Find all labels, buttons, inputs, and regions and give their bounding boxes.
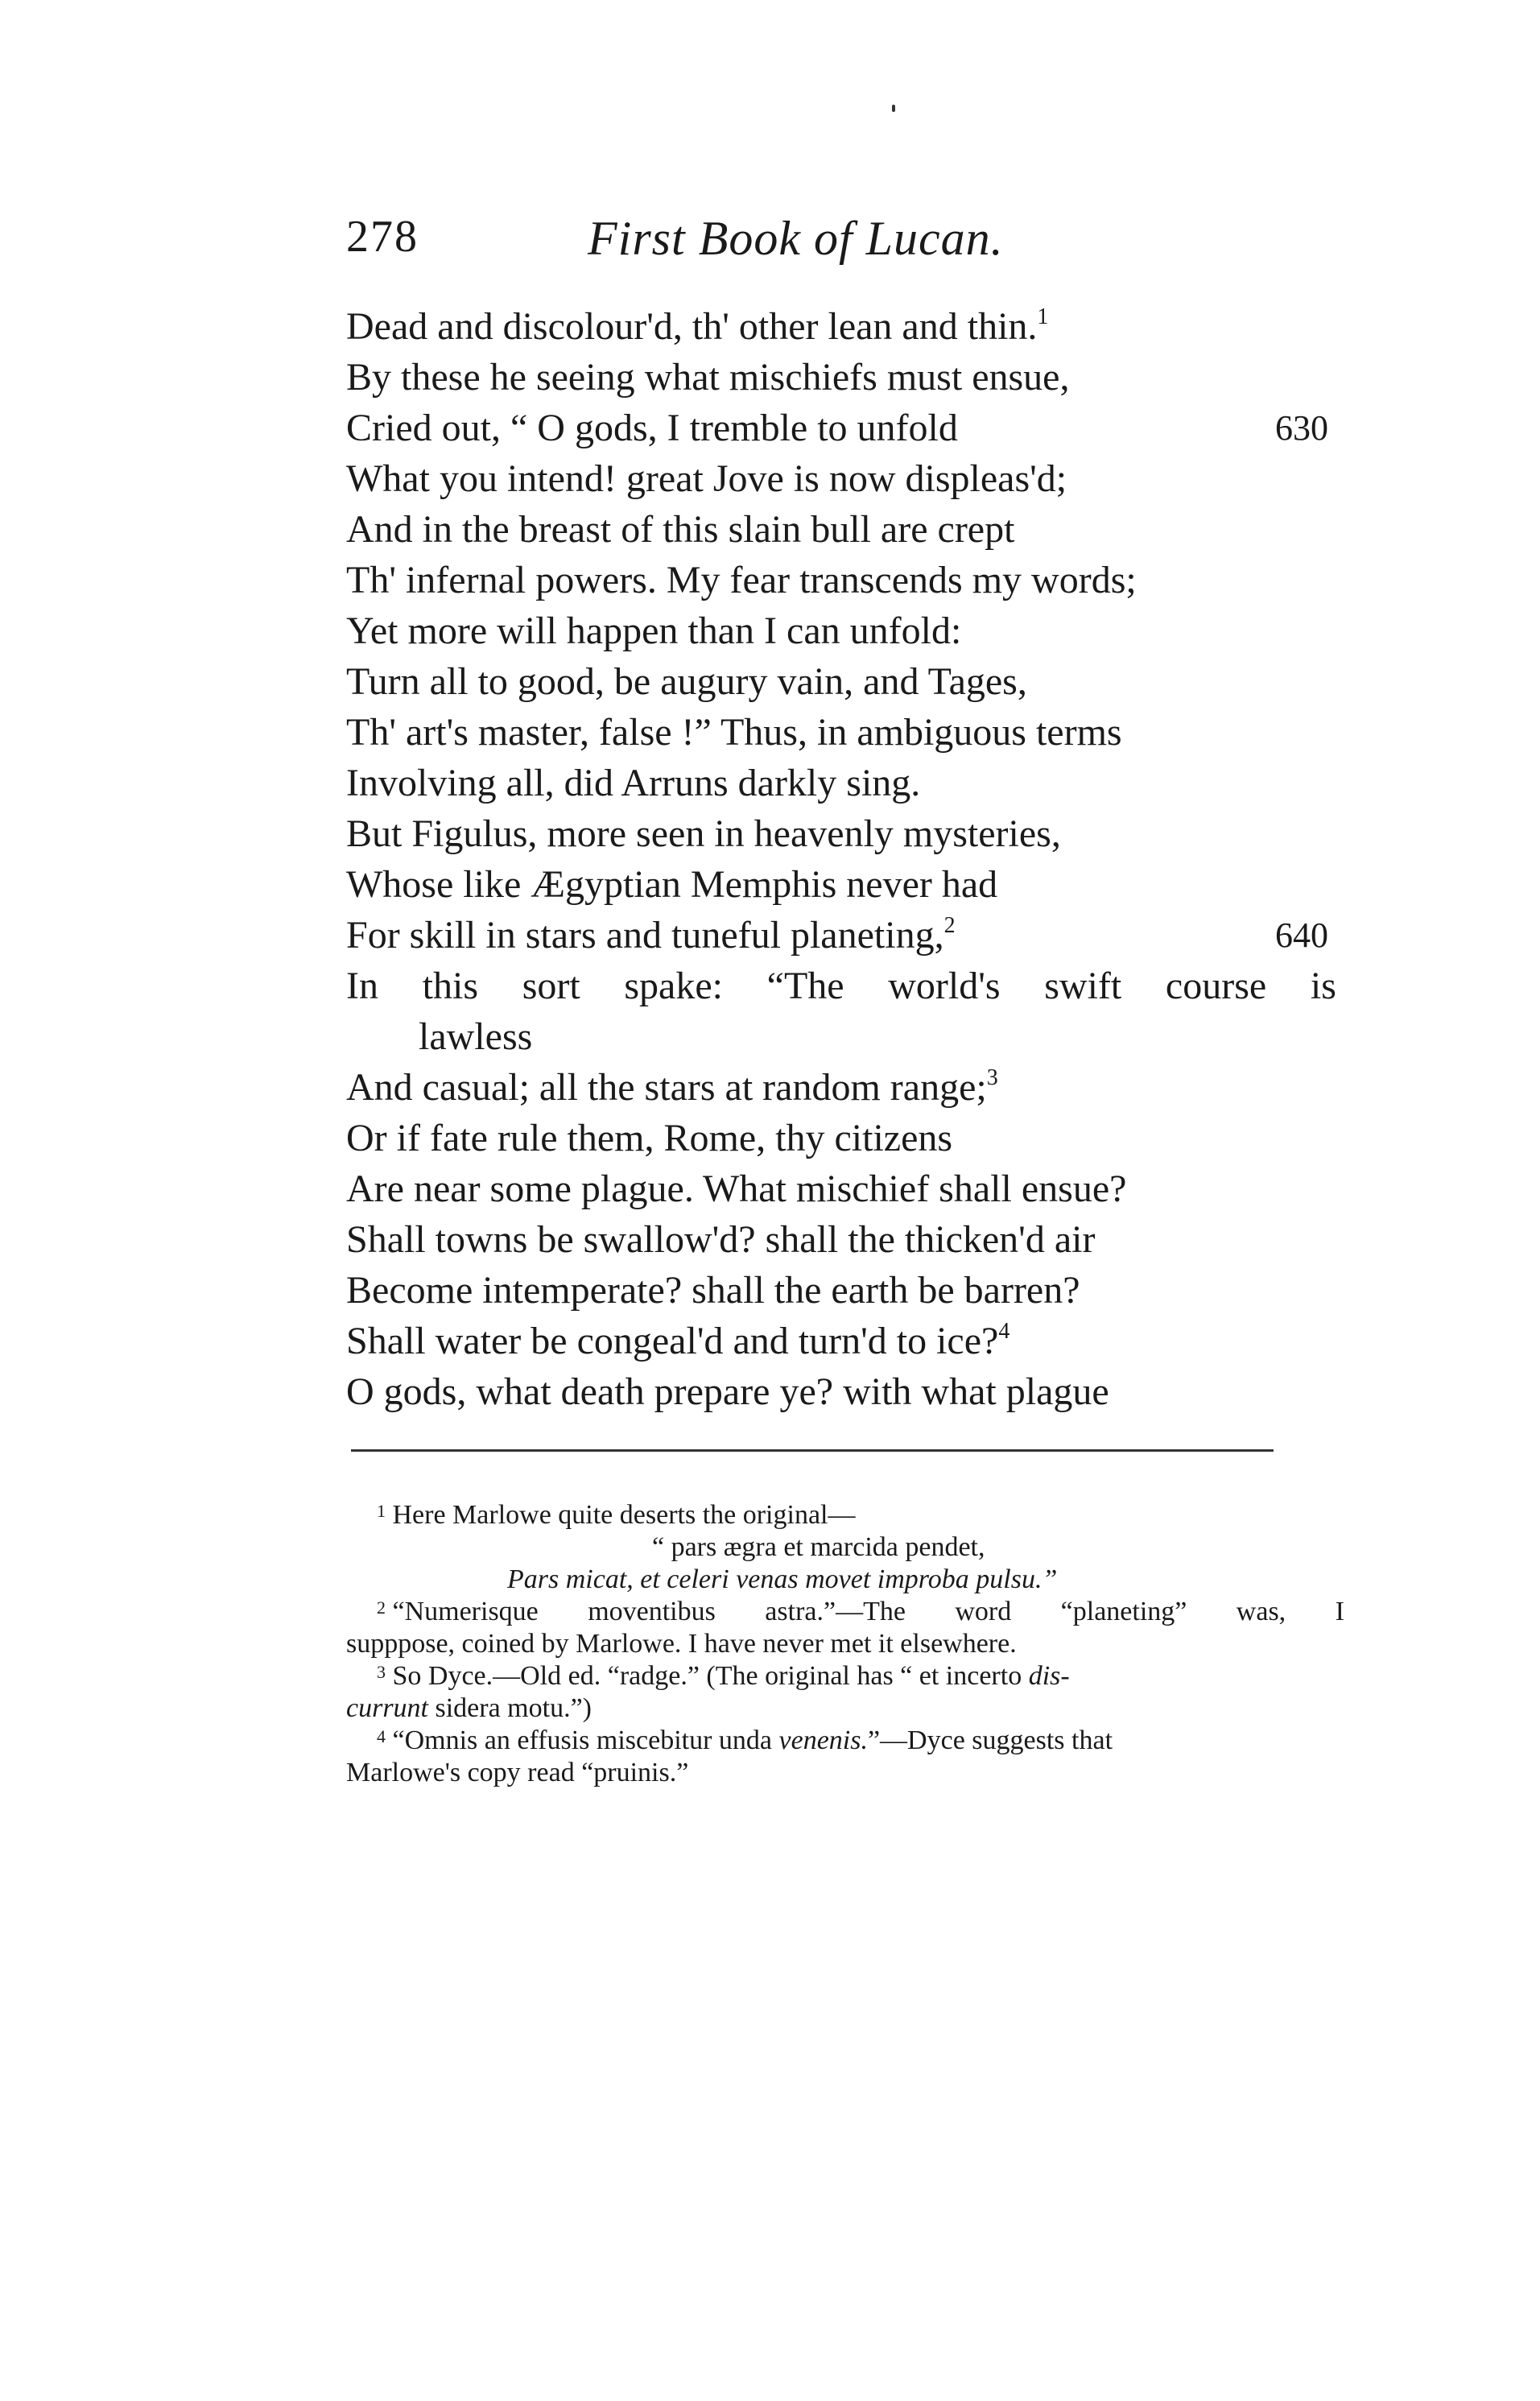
footnote-mark: 2 (377, 1597, 386, 1618)
verse-line: Dead and discolour'd, th' other lean and thin.$^1$ (346, 304, 1049, 348)
word: “The (766, 965, 844, 1007)
verse-line: And casual; all the stars at random range;$^3$ (346, 1065, 998, 1109)
verse-line-continuation: lawless (419, 1015, 533, 1058)
verse-line: Th' infernal powers. My fear transcends my words; (346, 559, 1137, 601)
footnotes (346, 1499, 1344, 1789)
verse-line: What you intend! great Jove is now displeas'd; (346, 457, 1067, 500)
word: course (1165, 965, 1267, 1007)
verse-line: Shall water be congeal'd and turn'd to ice?$^4$ (346, 1319, 1010, 1362)
word: swift (1044, 965, 1122, 1007)
footnote-3-cont: currunt sidera motu.”) (346, 1693, 592, 1723)
word: astra.”—The (765, 1597, 906, 1626)
footnote-4: $^4$ “Omnis an effusis miscebitur unda venenis.”—Dyce suggests that (377, 1725, 1113, 1755)
page-number: 278 (346, 212, 419, 262)
verse-line: For skill in stars and tuneful planeting,$^2$ 640 (346, 910, 1336, 961)
footnote-mark: 1 (377, 1501, 386, 1521)
footnote-3: $^3$ So Dyce.—Old ed. “radge.” (The original has “ et incerto dis- (377, 1661, 1070, 1691)
footnote-2: $^2$ “Numerisque moventibus astra.”—The word “planeting” was, I (377, 1597, 1344, 1626)
footnote-mark: 4 (377, 1726, 386, 1746)
verse-line: And in the breast of this slain bull are crept (346, 508, 1015, 551)
verse-line: But Figulus, more seen in heavenly mysteries, (346, 812, 1061, 855)
line-number: 630 (1275, 408, 1328, 448)
word: sort (522, 965, 580, 1007)
verse-line: Involving all, did Arruns darkly sing. (346, 762, 921, 804)
verse-line: Whose like Ægyptian Memphis never had (346, 863, 998, 906)
verse-line: Cried out, “ O gods, I tremble to unfold 630 (346, 403, 1336, 453)
line-number: 640 (1275, 915, 1328, 955)
word: “planeting” (1060, 1597, 1187, 1626)
footnote-mark: 3 (377, 1662, 386, 1682)
footnote-2-cont: supppose, coined by Marlowe. I have never met it elsewhere. (346, 1629, 1017, 1659)
footnote-4-cont: Marlowe's copy read “pruinis.” (346, 1758, 689, 1787)
word: word (955, 1597, 1012, 1626)
word: In (346, 965, 378, 1007)
word: moventibus (588, 1597, 716, 1626)
word: was, (1236, 1597, 1286, 1626)
poem-text (346, 301, 1336, 1417)
verse-line: Or if fate rule them, Rome, thy citizens (346, 1117, 953, 1159)
footnote-ref: 2 (943, 913, 956, 938)
word: this (422, 965, 479, 1007)
footnote-ref: 3 (986, 1065, 998, 1090)
word: is (1310, 965, 1336, 1007)
verse-line: Turn all to good, be augury vain, and Tages, (346, 660, 1027, 703)
verse-line: Yet more will happen than I can unfold: (346, 610, 962, 652)
word: I (1335, 1597, 1344, 1626)
footnote-divider (351, 1449, 1274, 1452)
verse-line: Th' art's master, false !” Thus, in ambiguous terms (346, 711, 1122, 754)
word: world's (888, 965, 1001, 1007)
word: spake: (624, 965, 723, 1007)
page-header (346, 211, 1336, 283)
verse-line: Become intemperate? shall the earth be barren? (346, 1269, 1080, 1312)
verse-line: O gods, what death prepare ye? with what plague (346, 1370, 1109, 1413)
footnote-1: $^1$ Here Marlowe quite deserts the original— (377, 1500, 856, 1530)
footnote-1-quote-italic: Pars micat, et celeri venas movet improba pulsu.” (507, 1564, 1058, 1594)
footnote-1-quote: “ pars ægra et marcida pendet, (652, 1532, 985, 1562)
running-title: First Book of Lucan. (588, 212, 1004, 265)
footnote-ref: 4 (998, 1319, 1010, 1344)
print-speck (892, 105, 895, 112)
verse-line: Shall towns be swallow'd? shall the thicken'd air (346, 1218, 1096, 1261)
verse-line: By these he seeing what mischiefs must ensue, (346, 356, 1070, 399)
verse-line: Are near some plague. What mischief shall ensue? (346, 1167, 1127, 1210)
verse-line-justified (346, 961, 1336, 1011)
footnote-ref: 1 (1037, 304, 1049, 329)
